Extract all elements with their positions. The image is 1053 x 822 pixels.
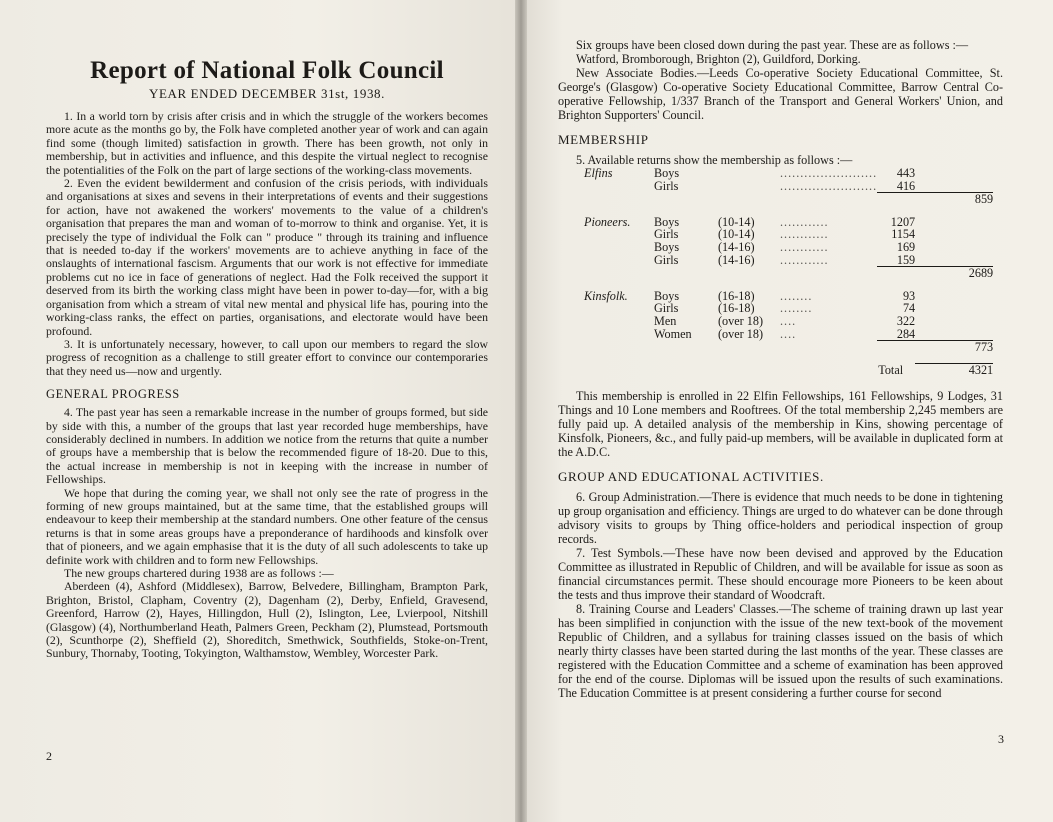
membership-total-value: 4321 — [915, 364, 993, 377]
membership-subtotal-cell — [915, 315, 993, 328]
paragraph-5-returns: 5. Available returns show the membership as follows :— — [576, 153, 853, 167]
membership-subtotal-row — [584, 341, 993, 354]
membership-group-name: Pioneers. — [584, 214, 631, 229]
membership-count: 416 — [896, 178, 916, 193]
right-page — [520, 0, 1053, 822]
membership-count: 159 — [896, 252, 916, 267]
membership-category: Boys — [654, 239, 680, 254]
subtotal-rule — [877, 341, 915, 354]
membership-total-row — [584, 364, 993, 377]
membership-age-range — [718, 167, 780, 180]
leader-dots: ............ — [780, 240, 829, 254]
membership-group-name: Kinsfolk. — [584, 288, 628, 303]
paragraph-2: 2. Even the evident bewilderment and confusion of the crisis periods, with individuals and organisations at sixes and sevens in their interpretations of events and their suggestions for action, have not awakened the workers' movements to the value of a children's organisation that prepares the man and woman of to-morrow to think and organise. Yet, it is precisely the type of individual the Folk can " produce " through its training and influence that is needed to-day if the workers' movements are to achieve anything in face of the onslaughts of international fascism. Arguments that our work is not effective for immediate problems cut no ice in face of generations of neglect. Had the Folk received the support it deserved from its birth the working class might have been in power to-day—for, with a big organisation from which a stream of vital new mental and physical life has, pouring into the working-class ranks, the effect on parties, organisations, and electorate would have been profound. — [46, 176, 488, 338]
membership-subtotal: 2689 — [915, 267, 993, 280]
membership-group-name: Elfins — [584, 166, 613, 180]
membership-category: Boys — [654, 288, 680, 303]
leader-dots: .... — [780, 314, 797, 328]
subtotal-rule — [877, 193, 915, 206]
membership-count: 1154 — [891, 227, 916, 242]
membership-subtotal-row — [584, 193, 993, 206]
paragraph-6-administration: 6. Group Administration.—There is evidence that much needs to be done in tightening up group organisation and efficiency. Things are urged to do whatever can be done through advisory visits to groups by Thing office-holders and periodical inspection of group records. — [558, 489, 1003, 546]
spacer-cell — [584, 267, 654, 280]
membership-subtotal-cell — [915, 241, 993, 254]
membership-count: 169 — [896, 239, 916, 254]
page-number-right: 3 — [998, 732, 1004, 746]
membership-category: Women — [654, 326, 692, 341]
paragraph-associate-bodies: New Associate Bodies.—Leeds Co-operative Society Educational Committee, St. George's (Glasgow) Co-operative Society Educational Committee, Barrow Central Co-operative Fellowship, 1/337 Branch of the Transport and General Workers' Union, and Brighton Supporters' Council. — [558, 66, 1003, 122]
membership-category: Girls — [654, 252, 679, 267]
paragraph-new-groups-list: Aberdeen (4), Ashford (Middlesex), Barrow, Belvedere, Billingham, Brampton Park, Brighton, Bristol, Clapham, Coventry (2), Dagenham (2), Derby, Enfield, Gravesend, Greenford, Harrow (2), Hayes, Hillingdon, Hull (2), Islington, Lee, Lvierpool, Nitshill (Glasgow) (4), Northumberland Heath, Palmers Green, Peckham (2), Plumstead, Portsmouth (2), Scunthorpe (2), Sheffield (2), Shoreditch, Smethwick, Southfields, Stoke-on-Trent, Sunbury, Thornaby, Tooting, Tokyington, Walthamstow, Wembley, Worcester Park. — [46, 579, 488, 661]
membership-age-range: (14-16) — [718, 252, 755, 267]
membership-group-name — [584, 315, 654, 328]
report-subtitle: YEAR ENDED DECEMBER 31st, 1938. — [149, 86, 385, 101]
membership-count: 1207 — [890, 214, 916, 229]
membership-category: Girls — [654, 178, 679, 193]
membership-row — [584, 302, 993, 315]
membership-total-label: Total — [878, 362, 904, 377]
membership-count: 74 — [902, 301, 916, 316]
membership-subtotal-cell — [915, 167, 993, 180]
membership-category: Girls — [654, 227, 679, 242]
paragraph-closed-list: Watford, Bromborough, Brighton (2), Guildford, Dorking. — [576, 52, 861, 66]
heading-membership: MEMBERSHIP — [558, 132, 649, 147]
paragraph-3: 3. It is unfortunately necessary, however, to call upon our members to regard the slow progress of recognition as a challenge to still greater effort to convince our contemporaries that they need us—now and urgently. — [46, 336, 488, 378]
page-number-left: 2 — [46, 749, 52, 763]
membership-gap-row — [584, 206, 993, 216]
spacer-cell — [584, 354, 654, 364]
spacer-cell — [654, 267, 718, 280]
membership-table — [584, 167, 993, 377]
spacer-cell — [780, 341, 877, 354]
spacer-cell — [584, 193, 654, 206]
membership-count: 443 — [896, 166, 916, 180]
spacer-cell — [718, 193, 780, 206]
membership-age-range: (10-14) — [718, 214, 755, 229]
membership-group-name — [584, 328, 654, 341]
membership-subtotal-cell — [915, 302, 993, 315]
membership-group-name — [584, 228, 654, 241]
membership-row — [584, 254, 993, 267]
membership-age-range: (16-18) — [718, 301, 755, 316]
membership-subtotal-row — [584, 267, 993, 280]
paragraph-4: 4. The past year has seen a remarkable increase in the number of groups formed, but side by side with this, a number of the groups that last year recorded huge memberships, have considerably declined in numbers. In addition we notice from the returns that quite a number of groups have a membership that is below the recommended figure of 18-20. Due to this, the actual increase in membership is not in keeping with the increase in number of Fellowships. — [46, 405, 488, 487]
membership-subtotal-cell — [915, 328, 993, 341]
paragraph-closed-groups: Six groups have been closed down during the past year. These are as follows :— — [576, 38, 969, 52]
membership-row — [584, 241, 993, 254]
membership-age-range: (over 18) — [718, 326, 764, 341]
leader-dots: ............ — [780, 253, 829, 267]
paragraph-8-training: 8. Training Course and Leaders' Classes.—The scheme of training drawn up last year has been simplified in conjunction with the issue of the new text-book of the movement Republic of Children, and a syllabus for training classes issued on the basis of which nearly thirty classes have been started during the last months of the year. These classes are registered with the Education Committee and a scheme of examination has been approved for the end of the course. Diplomas will be issued upon the results of such examinations. The Education Committee is at present considering a further course for second — [558, 601, 1003, 700]
membership-row — [584, 180, 993, 193]
membership-subtotal-cell — [915, 254, 993, 267]
membership-table-body — [584, 167, 993, 377]
membership-category: Boys — [654, 214, 680, 229]
membership-gap-row — [584, 280, 993, 290]
membership-row — [584, 315, 993, 328]
membership-row — [584, 216, 993, 229]
membership-subtotal: 773 — [915, 341, 993, 354]
membership-subtotal-cell — [915, 228, 993, 241]
spacer-cell — [718, 267, 780, 280]
spacer-cell — [718, 341, 780, 354]
membership-category: Girls — [654, 301, 679, 316]
spacer-cell — [654, 341, 718, 354]
left-page — [0, 0, 524, 822]
membership-subtotal-cell — [915, 180, 993, 193]
membership-age-range: (14-16) — [718, 239, 755, 254]
membership-age-range: (10-14) — [718, 227, 755, 242]
leader-dots: ............ — [780, 228, 829, 241]
membership-group-name — [584, 302, 654, 315]
leader-dots: ........ — [780, 302, 813, 315]
paragraph-enrolment: This membership is enrolled in 22 Elfin Fellowships, 161 Fellowships, 9 Lodges, 31 Things and 10 Lone members and Rooftrees. Of the total membership 2,245 members are fully paid up. A detailed analysis of the membership in Kins, showing percentage of Kinsfolk, Pioneers, &c., and fully paid-up members, will be available in duplicated form at the A.D.C. — [558, 388, 1003, 459]
leader-dots: ........ — [780, 289, 813, 303]
membership-count: 284 — [896, 326, 916, 341]
membership-count: 322 — [896, 313, 916, 328]
membership-row — [584, 290, 993, 303]
spacer-cell — [780, 193, 877, 206]
book-gutter — [515, 0, 527, 822]
membership-gap-row — [584, 354, 993, 364]
membership-category: Men — [654, 313, 677, 328]
leader-dots: ............ — [780, 215, 829, 229]
membership-subtotal-cell — [915, 216, 993, 229]
leader-dots: ........................ — [780, 179, 878, 193]
membership-group-name — [584, 241, 654, 254]
paragraph-new-groups-intro: The new groups chartered during 1938 are as follows :— — [64, 566, 334, 580]
membership-row — [584, 228, 993, 241]
spacer-cell — [654, 193, 718, 206]
membership-subtotal: 859 — [915, 193, 993, 206]
spacer-cell — [718, 364, 780, 377]
heading-general-progress: GENERAL PROGRESS — [46, 387, 180, 402]
leader-dots: .... — [780, 327, 797, 341]
membership-category: Boys — [654, 166, 680, 180]
membership-age-range — [718, 180, 780, 193]
membership-row — [584, 167, 993, 180]
paragraph-1: 1. In a world torn by crisis after crisis and in which the struggle of the workers becomes more acute as the months go by, the Folk have completed another year of work and can again find some (though limited) satisfaction in growth. There has been growth, not only in membership, but in activities and influence, and this despite the virtual neglect to recognise the potentialities of the Folk on the part of large sections of the working-class movements. — [46, 109, 488, 177]
subtotal-rule — [877, 267, 915, 280]
spacer-cell — [654, 364, 718, 377]
membership-age-range: (over 18) — [718, 313, 764, 328]
membership-group-name — [584, 180, 654, 193]
spacer-cell — [584, 341, 654, 354]
membership-subtotal-cell — [915, 290, 993, 303]
membership-age-range: (16-18) — [718, 288, 755, 303]
membership-row — [584, 328, 993, 341]
membership-count: 93 — [902, 288, 916, 303]
paragraph-5: We hope that during the coming year, we shall not only see the rate of progress in the forming of new groups maintained, but at the same time, that the established groups will endeavour to keep their membership at the standard numbers. One other feature of the census returns is that in some areas groups have a preponderance of hardihoods and kinsfolk over that of pioneers, and we again emphasise that it is the duty of all such adolescents to take up definite work with children and to form new Fellowships. — [46, 485, 488, 567]
spacer-cell — [780, 267, 877, 280]
heading-group-activities: GROUP AND EDUCATIONAL ACTIVITIES. — [558, 468, 824, 484]
paragraph-7-test-symbols: 7. Test Symbols.—These have now been devised and approved by the Education Committee as illustrated in Republic of Children, and will be available for issue as soon as financial circumstances permit. These should encourage more Pioneers to be keen about the tests and thus improve their standard of Woodcraft. — [558, 545, 1003, 602]
membership-group-name — [584, 254, 654, 267]
report-title: Report of National Folk Council — [90, 57, 444, 84]
leader-dots: ........................ — [780, 167, 878, 180]
spacer-cell — [584, 364, 654, 377]
